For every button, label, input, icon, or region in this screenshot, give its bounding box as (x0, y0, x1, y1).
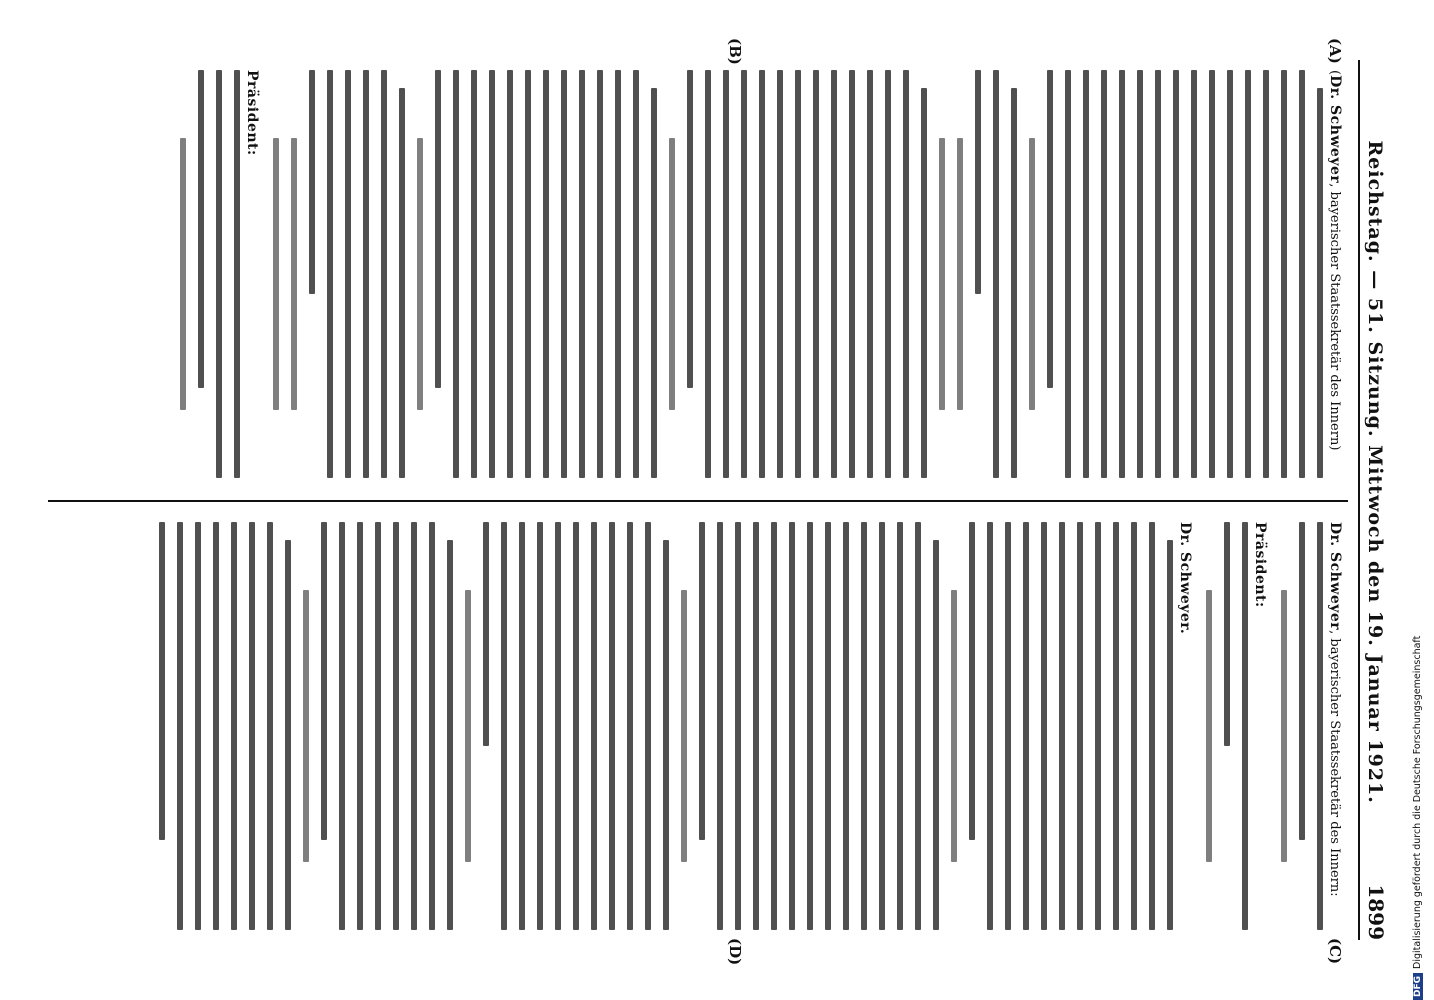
speaker-heading (1175, 522, 1194, 930)
speaker-name: Präsident: (1252, 522, 1268, 608)
body-paragraph (699, 522, 939, 930)
speaker-heading (1325, 522, 1344, 930)
interjection (303, 532, 309, 920)
right-column (48, 522, 1348, 930)
body-paragraph (321, 522, 453, 930)
margin-marker-d: (D) (726, 938, 744, 966)
body-paragraph (198, 70, 240, 478)
interjection (1029, 80, 1035, 468)
body-paragraph (483, 522, 669, 930)
body-paragraph (309, 70, 405, 478)
interjection (1206, 532, 1212, 920)
body-paragraph (687, 70, 927, 478)
body-paragraph (1224, 522, 1248, 930)
interjection (417, 80, 423, 468)
body-paragraph (435, 70, 657, 478)
interjection (1281, 532, 1287, 920)
column-divider (48, 500, 1348, 502)
speaker-name: Dr. Schweyer (1327, 522, 1343, 631)
interjection (951, 532, 957, 920)
interjection (273, 80, 297, 468)
body-paragraph (1047, 70, 1323, 478)
speaker-name: Dr. Schweyer (1327, 75, 1343, 184)
body-paragraph (1299, 522, 1323, 930)
interjection (669, 80, 675, 468)
speaker-heading (1250, 522, 1269, 930)
interjection (939, 80, 963, 468)
speaker-name: Dr. Schweyer. (1177, 522, 1193, 635)
running-title: Reichstag. — 51. Sitzung. Mittwoch den 19. Januar 1921. (1364, 140, 1386, 804)
body-paragraph (969, 522, 1173, 930)
body-paragraph (159, 522, 291, 930)
speaker-name: Präsident: (244, 70, 260, 156)
margin-marker-b: (B) (726, 38, 744, 65)
margin-marker-c: (C) (1326, 938, 1344, 965)
margin-marker-a: (A) (1326, 38, 1344, 64)
digitization-text: Digitalisierung gefördert durch die Deutsche Forschungsgemeinschaft (1412, 635, 1423, 969)
dfg-logo: DFG (1413, 973, 1423, 1000)
speaker-role: , bayerischer Staatssekretär des Innern (1327, 183, 1342, 446)
interjection (465, 532, 471, 920)
speaker-heading: (Dr. Schweyer, bayerischer Staatssekretär des Innern) (1327, 70, 1343, 451)
interjection (180, 80, 186, 468)
speaker-role: , bayerischer Staatssekretär des Innern: (1327, 630, 1342, 897)
left-column (48, 70, 1348, 478)
body-paragraph (975, 70, 1017, 478)
speaker-heading (242, 70, 261, 478)
digitization-note (1412, 636, 1423, 1000)
page-number: 1899 (1364, 884, 1388, 940)
interjection (681, 532, 687, 920)
page-header (1358, 60, 1404, 940)
